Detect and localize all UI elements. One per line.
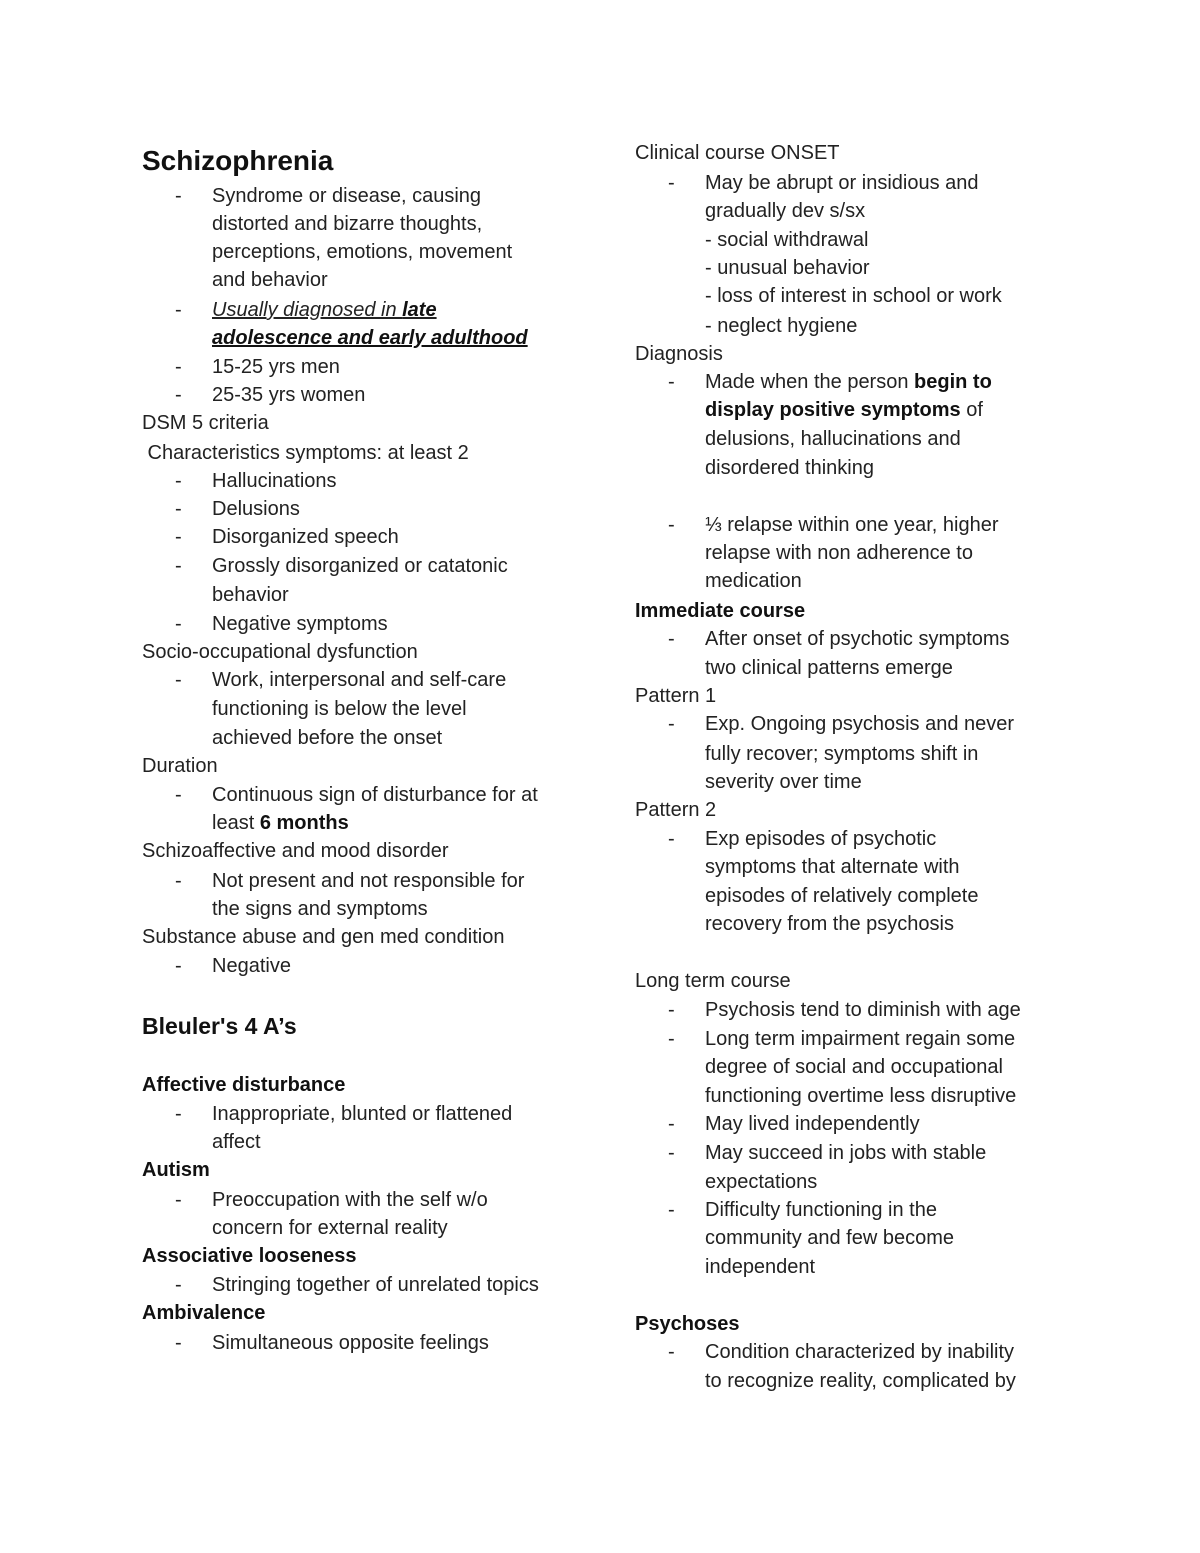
relapse-line: ⅓ relapse within one year, higher	[705, 514, 999, 536]
longterm-line: May succeed in jobs with stable	[705, 1142, 987, 1164]
section-heading: Socio-occupational dysfunction	[142, 641, 418, 663]
diagnosis-age-line: adolescence and early adulthood	[212, 327, 528, 349]
bullet-dash: -	[668, 1028, 675, 1050]
subheading-psychoses: Psychoses	[635, 1313, 740, 1335]
section-heading: Schizoaffective and mood disorder	[142, 840, 449, 862]
bullet-dash: -	[175, 526, 182, 548]
diagnosis-line	[705, 398, 983, 422]
bullet-dash: -	[175, 470, 182, 492]
symptom-item: Delusions	[212, 498, 300, 520]
page-title: Schizophrenia	[142, 145, 334, 176]
bullet-dash: -	[175, 498, 182, 520]
onset-line: - unusual behavior	[705, 257, 870, 279]
section-heading: Pattern 1	[635, 685, 717, 707]
diagnosis-age-bold: late	[402, 299, 437, 321]
bullet-dash: -	[668, 1113, 675, 1135]
diagnosis-bold: display positive symptoms	[705, 399, 961, 421]
bullet-dash: -	[668, 1142, 675, 1164]
section-heading: Pattern 2	[635, 799, 717, 821]
bullet-dash: -	[175, 955, 182, 977]
duration-bold: 6 months	[259, 812, 349, 834]
pattern1-line: severity over time	[705, 771, 862, 793]
diagnosis-text: of	[960, 399, 983, 421]
section-heading: Duration	[142, 755, 218, 777]
psychoses-line: Condition characterized by inability	[705, 1341, 1015, 1363]
substance-line: Negative	[212, 955, 291, 977]
bullet-dash: -	[668, 1341, 675, 1363]
duration-line: Continuous sign of disturbance for at	[212, 784, 538, 806]
ambivalence-line: Simultaneous opposite feelings	[212, 1332, 489, 1354]
longterm-line: Difficulty functioning in the	[705, 1199, 937, 1221]
longterm-line: degree of social and occupational	[705, 1056, 1003, 1078]
bullet-dash: -	[175, 1332, 182, 1354]
diagnosis-age-italic: Usually diagnosed in	[212, 299, 403, 321]
section-heading: Clinical course ONSET	[635, 142, 840, 164]
bullet-dash: -	[668, 628, 675, 650]
diagnosis-age-line	[212, 298, 437, 322]
associative-line: Stringing together of unrelated topics	[212, 1274, 539, 1296]
bullet-dash: -	[175, 1103, 182, 1125]
symptom-item: Disorganized speech	[212, 526, 399, 548]
bullet-dash: -	[175, 669, 182, 691]
subheading-ambivalence: Ambivalence	[142, 1302, 266, 1324]
bullet-dash: -	[175, 185, 182, 207]
bullet-dash: -	[668, 713, 675, 735]
bullet-dash: -	[175, 1274, 182, 1296]
bullet-dash: -	[175, 384, 182, 406]
schizoaffective-line: the signs and symptoms	[212, 898, 428, 920]
section-heading: Long term course	[635, 970, 791, 992]
section-heading: DSM 5 criteria	[142, 412, 269, 434]
symptom-item: Hallucinations	[212, 470, 337, 492]
autism-line: Preoccupation with the self w/o	[212, 1189, 488, 1211]
age-range-men: 15-25 yrs men	[212, 356, 340, 378]
affective-line: Inappropriate, blunted or flattened	[212, 1103, 513, 1125]
pattern1-line: fully recover; symptoms shift in	[705, 743, 979, 765]
bullet-dash: -	[668, 999, 675, 1021]
subheading-autism: Autism	[142, 1159, 210, 1181]
bullet-dash: -	[175, 613, 182, 635]
immediate-line: After onset of psychotic symptoms	[705, 628, 1010, 650]
section-heading: Characteristics symptoms: at least 2	[142, 442, 469, 464]
symptom-item: Negative symptoms	[212, 613, 388, 635]
diagnosis-text: Made when the person	[705, 371, 915, 393]
bullet-dash: -	[668, 371, 675, 393]
onset-line: - loss of interest in school or work	[705, 285, 1002, 307]
bullet-dash: -	[668, 514, 675, 536]
longterm-line: May lived independently	[705, 1113, 920, 1135]
socio-line: Work, interpersonal and self-care	[212, 669, 507, 691]
socio-line: functioning is below the level	[212, 698, 467, 720]
immediate-line: two clinical patterns emerge	[705, 657, 953, 679]
bullet-dash: -	[175, 870, 182, 892]
bullet-dash: -	[175, 1189, 182, 1211]
diagnosis-line: disordered thinking	[705, 457, 874, 479]
diagnosis-line: delusions, hallucinations and	[705, 428, 961, 450]
socio-line: achieved before the onset	[212, 727, 443, 749]
longterm-line: functioning overtime less disruptive	[705, 1085, 1017, 1107]
diagnosis-line	[705, 370, 992, 394]
affective-line: affect	[212, 1131, 261, 1153]
age-range-women: 25-35 yrs women	[212, 384, 366, 406]
onset-line: - neglect hygiene	[705, 315, 858, 337]
bleuler-title: Bleuler's 4 A’s	[142, 1013, 297, 1039]
autism-line: concern for external reality	[212, 1217, 448, 1239]
psychoses-line: to recognize reality, complicated by	[705, 1370, 1016, 1392]
schizoaffective-line: Not present and not responsible for	[212, 870, 525, 892]
subheading-immediate: Immediate course	[635, 600, 806, 622]
bullet-dash: -	[175, 555, 182, 577]
pattern2-line: Exp episodes of psychotic	[705, 828, 937, 850]
definition-line: and behavior	[212, 269, 328, 291]
subheading-affective: Affective disturbance	[142, 1074, 346, 1096]
longterm-line: independent	[705, 1256, 816, 1278]
subheading-associative: Associative looseness	[142, 1245, 357, 1267]
section-heading: Diagnosis	[635, 343, 723, 365]
longterm-line: Psychosis tend to diminish with age	[705, 999, 1021, 1021]
definition-line: distorted and bizarre thoughts,	[212, 213, 483, 235]
symptom-item: Grossly disorganized or catatonic	[212, 555, 508, 577]
bullet-dash: -	[175, 299, 182, 321]
definition-line: perceptions, emotions, movement	[212, 241, 513, 263]
bullet-dash: -	[175, 784, 182, 806]
duration-prefix: least	[212, 812, 260, 834]
bullet-dash: -	[175, 356, 182, 378]
onset-line: - social withdrawal	[705, 229, 869, 251]
duration-line	[212, 811, 349, 835]
longterm-line: Long term impairment regain some	[705, 1028, 1016, 1050]
pattern2-line: episodes of relatively complete	[705, 885, 979, 907]
pattern2-line: recovery from the psychosis	[705, 913, 954, 935]
relapse-line: medication	[705, 570, 802, 592]
bullet-dash: -	[668, 1199, 675, 1221]
onset-line: May be abrupt or insidious and	[705, 172, 979, 194]
diagnosis-bold: begin to	[914, 371, 992, 393]
definition-line: Syndrome or disease, causing	[212, 185, 482, 207]
longterm-line: expectations	[705, 1171, 818, 1193]
relapse-line: relapse with non adherence to	[705, 542, 973, 564]
bullet-dash: -	[668, 828, 675, 850]
bullet-dash: -	[668, 172, 675, 194]
section-heading: Substance abuse and gen med condition	[142, 926, 505, 948]
longterm-line: community and few become	[705, 1227, 955, 1249]
pattern2-line: symptoms that alternate with	[705, 856, 960, 878]
pattern1-line: Exp. Ongoing psychosis and never	[705, 713, 1015, 735]
symptom-item: behavior	[212, 584, 289, 606]
onset-line: gradually dev s/sx	[705, 200, 866, 222]
